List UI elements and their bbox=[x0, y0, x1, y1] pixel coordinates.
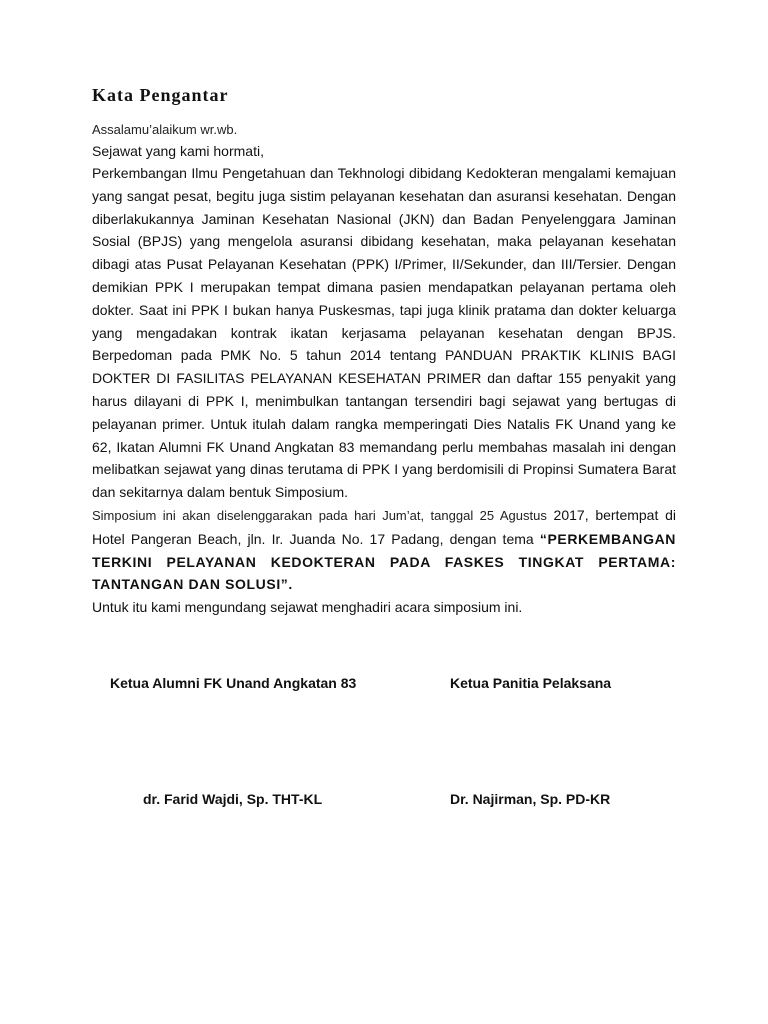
left-signatory-role: Ketua Alumni FK Unand Angkatan 83 bbox=[110, 675, 357, 691]
right-signatory-name: Dr. Najirman, Sp. PD-KR bbox=[450, 791, 611, 807]
event-paragraph-rest: 2017, bertempat di Hotel Pangeran Beach, jln. Ir. Juanda No. 17 Padang, dengan tema bbox=[92, 506, 676, 547]
left-signatory-name: dr. Farid Wajdi, Sp. THT-KL bbox=[143, 791, 323, 807]
salutation-line: Assalamu’alaikum wr.wb. bbox=[92, 122, 238, 137]
main-paragraph: Perkembangan Ilmu Pengetahuan dan Tekhnologi dibidang Kedokteran mengalami kemajuan yang sangat pesat, begitu juga sistim pelayanan kesehatan dan asuransi kesehatan. Dengan diberlakukannya Jaminan Kesehatan Nasional (JKN) dan Badan Penyelenggara Jaminan Sosial (BPJS) yang mengelola asuransi dibidang kesehatan, maka pelayanan kesehatan dibagi atas Pusat Pelayanan Kesehatan (PPK) I/Primer, II/Sekunder, dan III/Tersier. Dengan demikian PPK I merupakan tempat dimana pasien mendapatkan pelayanan pertama oleh dokter. Saat ini PPK I bukan hanya Puskesmas, tapi juga klinik pratama dan dokter keluarga yang mengadakan kontrak ikatan kerjasama pelayanan kesehatan dengan BPJS. Berpedoman pada PMK No. 5 tahun 2014 tentang PANDUAN PRAKTIK KLINIS BAGI DOKTER DI FASILITAS PELAYANAN KESEHATAN PRIMER dan daftar 155 penyakit yang harus dilayani di PPK I, menimbulkan tantangan tersendiri bagi sejawat yang bertugas di pelayanan primer. Untuk itulah dalam rangka memperingati Dies Natalis FK Unand yang ke 62, Ikatan Alumni FK Unand Angkatan 83 memandang perlu membahas masalah ini dengan melibatkan sejawat yang dinas terutama di PPK I yang berdomisili di Propinsi Sumatera Barat dan sekitarnya dalam bentuk Simposium. bbox=[92, 165, 676, 501]
event-paragraph bbox=[92, 504, 676, 596]
document-title: Kata Pengantar bbox=[92, 85, 229, 105]
event-paragraph-lead: Simposium ini akan diselenggarakan pada hari Jum’at, tanggal 25 Agustus bbox=[92, 507, 547, 523]
greeting-line: Sejawat yang kami hormati, bbox=[92, 143, 264, 159]
right-signatory-role: Ketua Panitia Pelaksana bbox=[450, 675, 612, 691]
letter-body bbox=[92, 84, 676, 618]
closing-line: Untuk itu kami mengundang sejawat menghadiri acara simposium ini. bbox=[92, 599, 523, 616]
event-theme: “PERKEMBANGAN TERKINI PELAYANAN KEDOKTERAN PADA FASKES TINGKAT PERTAMA: TANTANGAN DAN SOLUSI”. bbox=[92, 530, 676, 593]
